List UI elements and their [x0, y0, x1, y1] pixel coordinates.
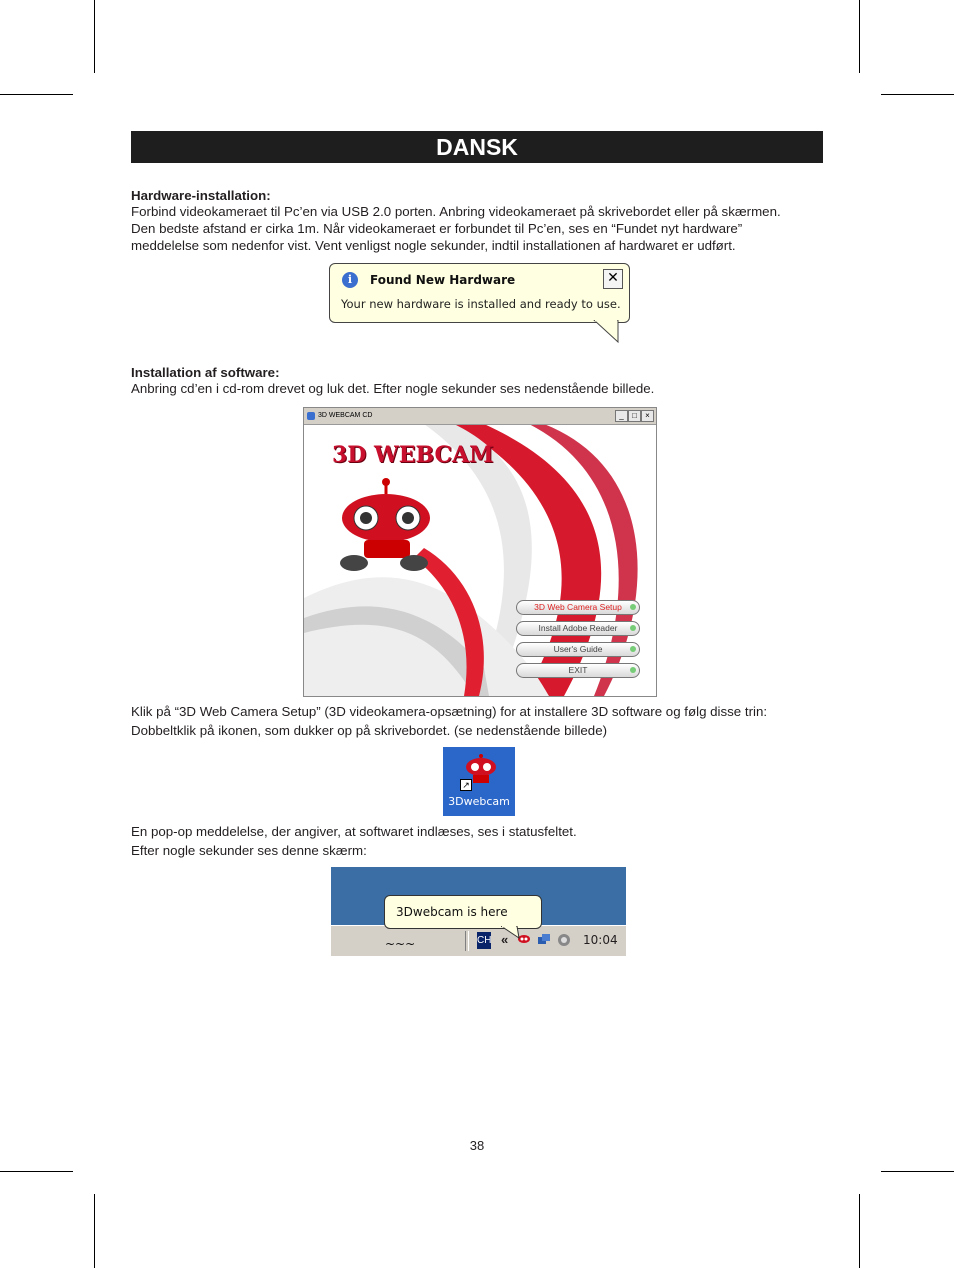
webcam-icon	[443, 747, 515, 795]
webcam-logo: 3D WEBCAM	[332, 442, 494, 468]
crop-mark	[881, 94, 954, 95]
exit-button[interactable]	[516, 663, 640, 678]
close-button[interactable]: ×	[641, 410, 654, 422]
language-indicator[interactable]: CH	[477, 932, 491, 949]
paragraph-line: Efter nogle sekunder ses denne skærm:	[131, 843, 367, 858]
network-tray-icon[interactable]	[537, 933, 551, 947]
paragraph-line: Forbind videokameraet til Pc’en via USB 2.0 porten. Anbring videokameraet på skrivebordet eller på skærmen.	[131, 204, 781, 219]
crop-mark	[881, 1171, 954, 1172]
taskbar-screenshot	[331, 867, 626, 956]
found-new-hardware-balloon	[329, 263, 630, 323]
crop-mark	[859, 1194, 860, 1268]
crop-mark	[94, 0, 95, 73]
maximize-button[interactable]: □	[628, 410, 641, 422]
adobe-button-label: Install Adobe Reader	[538, 623, 618, 633]
balloon-title: Found New Hardware	[370, 273, 516, 287]
webcam-mascot	[340, 478, 430, 571]
desktop-icon-label: 3Dwebcam	[448, 795, 510, 808]
tray-notification-text: 3Dwebcam is here ~~~	[385, 905, 508, 951]
software-heading: Installation af software:	[131, 365, 280, 380]
minimize-button[interactable]: _	[615, 410, 628, 422]
setup-button[interactable]	[516, 600, 640, 615]
close-icon[interactable]: ✕	[603, 269, 623, 289]
taskbar-separator	[465, 931, 469, 951]
cd-autorun-window	[303, 407, 657, 697]
shortcut-arrow-icon: ↗	[460, 779, 472, 791]
guide-button-label: User's Guide	[553, 644, 603, 654]
bubble-tail	[501, 926, 523, 940]
paragraph-line: En pop-op meddelelse, der angiver, at softwaret indlæses, ses i statusfeltet.	[131, 824, 577, 839]
hardware-heading: Hardware-installation:	[131, 188, 271, 203]
paragraph-line: Den bedste afstand er cirka 1m. Når videokameraet er forbundet til Pc’en, ses en “Fundet nyt hardware”	[131, 221, 743, 236]
page-number: 38	[469, 1138, 485, 1153]
button-indicator-icon	[630, 625, 636, 631]
taskbar	[331, 925, 626, 956]
show-hidden-icons-chevron[interactable]: «	[501, 932, 509, 947]
button-indicator-icon	[630, 667, 636, 673]
crop-mark	[94, 1194, 95, 1268]
crop-mark	[0, 1171, 73, 1172]
setup-button-label: 3D Web Camera Setup	[534, 602, 622, 612]
install-adobe-reader-button[interactable]	[516, 621, 640, 636]
button-indicator-icon	[630, 604, 636, 610]
window-title: 3D WEBCAM CD	[318, 412, 373, 419]
paragraph-line: Klik på “3D Web Camera Setup” (3D videokamera-opsætning) for at installere 3D software og følg disse trin:	[131, 704, 768, 719]
balloon-tail	[592, 320, 622, 344]
language-banner: DANSK	[131, 131, 823, 163]
paragraph-line: meddelelse som nedenfor vist. Vent venligst nogle sekunder, indtil installationen af hardwaret er udført.	[131, 238, 736, 253]
balloon-message: Your new hardware is installed and ready to use.	[341, 297, 621, 311]
crop-mark	[859, 0, 860, 73]
window-titlebar[interactable]	[304, 408, 656, 425]
paragraph-line: Anbring cd’en i cd-rom drevet og luk det. Efter nogle sekunder ses nedenstående billede.	[131, 381, 655, 396]
info-icon: i	[342, 272, 358, 288]
cd-app-icon	[307, 412, 315, 420]
volume-tray-icon[interactable]	[557, 933, 571, 947]
exit-button-label: EXIT	[568, 665, 588, 675]
button-indicator-icon	[630, 646, 636, 652]
paragraph-line: Dobbeltklik på ikonen, som dukker op på skrivebordet. (se nedenstående billede)	[131, 723, 608, 738]
desktop-shortcut-3dwebcam[interactable]	[443, 747, 515, 816]
clock[interactable]: 10:04	[583, 933, 618, 947]
users-guide-button[interactable]	[516, 642, 640, 657]
crop-mark	[0, 94, 73, 95]
